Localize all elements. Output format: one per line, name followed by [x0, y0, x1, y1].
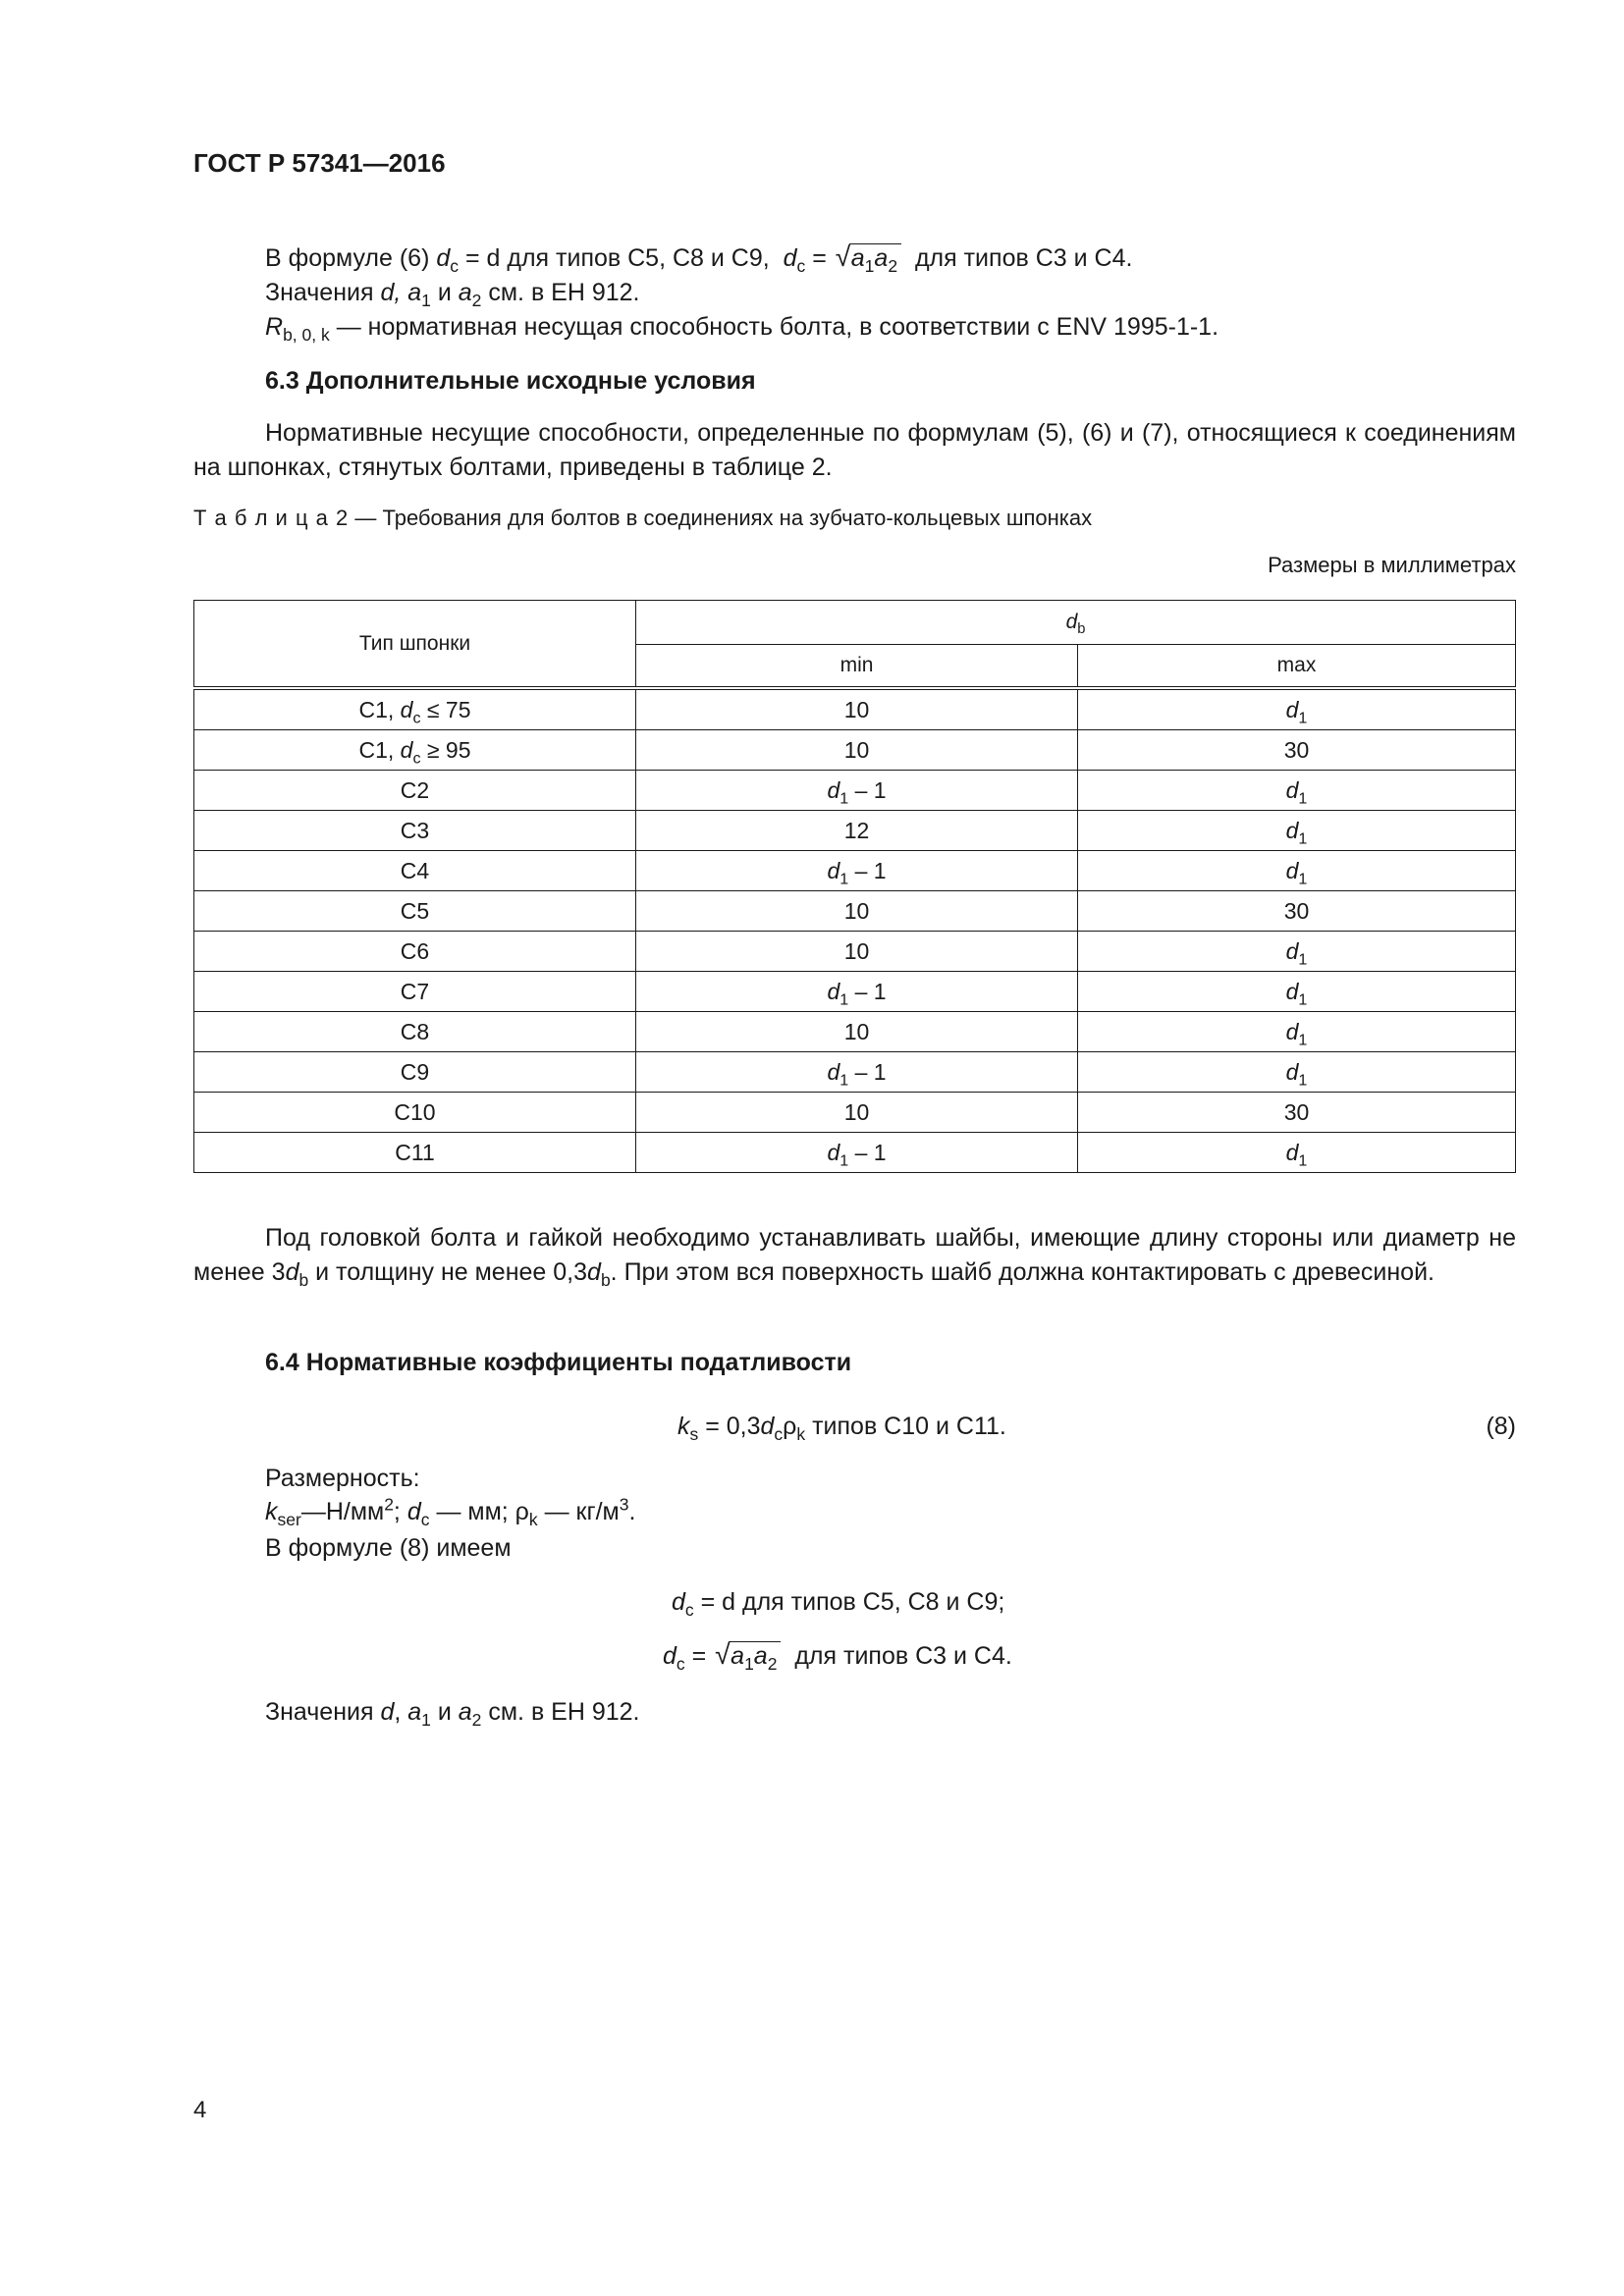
dimension-line: $k_{ser}—Н/мм^2$; $d_c$ — мм; $\rho_k$ — $кг/м^3$. — [265, 1494, 636, 1530]
document-code: ГОСТ Р 57341—2016 — [193, 148, 446, 178]
d1-symbol: d — [1285, 696, 1299, 722]
cell-type — [194, 688, 636, 730]
section-6-3-title: 6.3 Дополнительные исходные условия — [265, 367, 756, 395]
dc-eq2-symbol: d — [663, 1642, 677, 1670]
table-row — [194, 811, 1516, 851]
table-row — [194, 771, 1516, 811]
washers-text-2: и толщину не менее 0,3 — [308, 1258, 588, 1286]
type-d: d — [400, 736, 413, 763]
cell-max — [1078, 851, 1516, 891]
bolt-requirements-table — [193, 600, 1516, 1173]
cell-min — [636, 851, 1078, 891]
dc-dim-sub: c — [420, 1510, 430, 1530]
dc-equation-2: $d_c$ = √ $a_1a_2$ для типов С3 и С4. — [663, 1639, 1012, 1675]
dc-eq1-symbol: d — [672, 1588, 685, 1616]
r-symbol: R — [265, 313, 284, 341]
d1-subscript: 1 — [1298, 1031, 1308, 1049]
washers-paragraph — [193, 1221, 1516, 1290]
cell-type: С11 — [194, 1133, 636, 1173]
type-sub: c — [412, 709, 421, 727]
d1-symbol: d — [827, 1139, 840, 1165]
dc-subscript-2: c — [796, 256, 806, 277]
kser-unit: —Н/мм — [300, 1498, 385, 1525]
values2-d: d — [380, 1698, 395, 1726]
d1-tail: – 1 — [848, 978, 887, 1004]
db-inline-sub-2: b — [600, 1270, 611, 1291]
values2-a2: a — [458, 1698, 472, 1726]
db-inline-2: d — [587, 1258, 601, 1286]
values-line-2: Значения d, $a_1$ и $a_2$ см. в ЕН 912. — [265, 1698, 640, 1731]
d1-subscript: 1 — [1298, 870, 1308, 888]
dc-eq-symbol: d — [760, 1413, 775, 1440]
values-d-a: d, a — [380, 279, 422, 306]
header-min: min — [636, 645, 1078, 689]
header-max: max — [1078, 645, 1516, 689]
a2-eq2: a — [753, 1642, 768, 1670]
cell-type: С5 — [194, 891, 636, 932]
d1-symbol: d — [827, 978, 840, 1004]
dc-symbol: d — [436, 244, 451, 272]
values-sub2: 2 — [471, 291, 482, 311]
type-tail: ≤ 75 — [420, 696, 471, 722]
cell-max — [1078, 972, 1516, 1012]
cell-min: 10 — [636, 932, 1078, 972]
cell-type: С9 — [194, 1052, 636, 1093]
d1-subscript: 1 — [839, 1151, 849, 1170]
a1-eq2-sub: 1 — [744, 1654, 754, 1675]
cell-type: С6 — [194, 932, 636, 972]
d1-tail: – 1 — [848, 776, 887, 803]
d1-subscript: 1 — [1298, 1151, 1308, 1170]
d1-symbol: d — [1285, 1018, 1299, 1044]
d1-subscript: 1 — [839, 990, 849, 1009]
d1-subscript: 1 — [1298, 950, 1308, 969]
cell-min: 10 — [636, 891, 1078, 932]
d1-symbol: d — [1285, 978, 1299, 1004]
values-line — [265, 276, 640, 310]
cell-max — [1078, 1052, 1516, 1093]
db-symbol: d — [1065, 611, 1078, 633]
dc-eq1-sub: c — [684, 1600, 694, 1621]
dc-subscript: c — [450, 256, 460, 277]
cell-max — [1078, 1133, 1516, 1173]
db-subscript: b — [1077, 621, 1086, 638]
cell-type: С3 — [194, 811, 636, 851]
kser-symbol: k — [265, 1498, 278, 1525]
ks-subscript: s — [689, 1424, 699, 1445]
db-inline-sub: b — [298, 1270, 309, 1291]
table-row — [194, 972, 1516, 1012]
values2-a1: a — [407, 1698, 422, 1726]
cube-superscript: 3 — [619, 1494, 629, 1515]
a2-symbol: a — [874, 244, 889, 272]
table-caption-text: — Требования для болтов в соединениях на зубчато-кольцевых шпонках — [354, 506, 1093, 530]
table-header-row — [194, 601, 1516, 645]
equation-8 — [677, 1410, 1006, 1444]
table-caption-label: Т а б л и ц а 2 — [193, 506, 350, 530]
type-base: С1, — [358, 736, 401, 763]
table-row — [194, 891, 1516, 932]
d1-symbol: d — [1285, 937, 1299, 964]
d1-symbol: d — [827, 1058, 840, 1085]
values2-rest: см. в ЕН 912. — [488, 1698, 640, 1726]
cell-max: 30 — [1078, 891, 1516, 932]
dc-equation-1 — [672, 1585, 1004, 1620]
washers-text-1: Под головкой болта и гайкой необходимо устанавливать шайбы, имеющие длину стороны или диаметр не менее 3 — [193, 1224, 1516, 1286]
page-number: 4 — [193, 2097, 207, 2123]
rho-dim-sub: k — [528, 1510, 538, 1530]
sq-superscript: 2 — [384, 1494, 394, 1515]
section-6-3-paragraph: Нормативные несущие способности, определенные по формулам (5), (6) и (7), относящиеся к соединениям на шпонках, стянутых болтами, приведены в таблице 2. — [193, 419, 1516, 481]
values2-label: Значения — [265, 1698, 374, 1726]
d1-symbol: d — [827, 857, 840, 883]
for-types-text: для типов С3 и С4. — [914, 244, 1133, 272]
type-sub: c — [412, 749, 421, 768]
cell-type: С10 — [194, 1093, 636, 1133]
values-sub1: 1 — [421, 291, 431, 311]
d1-subscript: 1 — [1298, 709, 1308, 727]
header-db — [636, 601, 1516, 645]
d1-symbol: d — [1285, 1139, 1299, 1165]
cell-min: 10 — [636, 1093, 1078, 1133]
eq-tail: типов С10 и С11. — [805, 1413, 1006, 1440]
values-rest: см. в ЕН 912. — [488, 279, 640, 306]
d1-subscript: 1 — [1298, 829, 1308, 848]
cell-min — [636, 1052, 1078, 1093]
dc-equals-d: = d для типов С5, С8 и С9, — [464, 244, 770, 272]
values-a2: a — [458, 279, 472, 306]
values-and: и — [437, 279, 452, 306]
cell-max — [1078, 811, 1516, 851]
cell-max — [1078, 1012, 1516, 1052]
d1-tail: – 1 — [848, 1058, 887, 1085]
cell-min: 12 — [636, 811, 1078, 851]
d1-tail: – 1 — [848, 857, 887, 883]
cell-min — [636, 771, 1078, 811]
a1-eq2: a — [731, 1642, 745, 1670]
formula6-line: В формуле (6) $d_c = d$ для типов С5, С8 и С9, $d_c$ = √ $a_1a_2$ для типов С3 и С4. — [265, 241, 1133, 277]
section-6-4-title: 6.4 Нормативные коэффициенты податливости — [265, 1349, 852, 1376]
table-row — [194, 730, 1516, 771]
cell-min: 10 — [636, 1012, 1078, 1052]
d1-subscript: 1 — [839, 870, 849, 888]
r-description: — нормативная несущая способность болта, в соответствии с ENV 1995-1-1. — [336, 313, 1219, 341]
cell-type: С7 — [194, 972, 636, 1012]
d1-symbol: d — [1285, 857, 1299, 883]
washers-text-3: . При этом вся поверхность шайб должна контактировать с древесиной. — [610, 1258, 1435, 1286]
d1-subscript: 1 — [1298, 789, 1308, 808]
a2-sub: 2 — [888, 256, 898, 277]
dc-eq-sub: c — [774, 1424, 784, 1445]
table-row — [194, 1133, 1516, 1173]
formula-prefix: В формуле (6) — [265, 244, 430, 272]
cell-max — [1078, 688, 1516, 730]
type-d: d — [400, 696, 413, 722]
rho-subscript: k — [796, 1424, 806, 1445]
a1-symbol: a — [850, 244, 865, 272]
type-base: С1, — [358, 696, 401, 722]
table-row — [194, 1012, 1516, 1052]
dc-symbol-2: d — [783, 244, 797, 272]
values2-a2-sub: 2 — [471, 1710, 482, 1731]
table-row — [194, 851, 1516, 891]
table-units: Размеры в миллиметрах — [1268, 553, 1516, 577]
d1-symbol: d — [1285, 776, 1299, 803]
a1-sub: 1 — [864, 256, 875, 277]
d1-subscript: 1 — [839, 789, 849, 808]
cell-min: 10 — [636, 688, 1078, 730]
type-tail: ≥ 95 — [420, 736, 471, 763]
cell-min — [636, 972, 1078, 1012]
eq-mid: = 0,3 — [698, 1413, 761, 1440]
d1-subscript: 1 — [1298, 990, 1308, 1009]
d1-symbol: d — [1285, 817, 1299, 843]
cell-max: 30 — [1078, 730, 1516, 771]
table-row — [194, 1052, 1516, 1093]
d1-tail: – 1 — [848, 1139, 887, 1165]
cell-max: 30 — [1078, 1093, 1516, 1133]
cell-type: С4 — [194, 851, 636, 891]
cell-type — [194, 730, 636, 771]
cell-min — [636, 1133, 1078, 1173]
d1-symbol: d — [1285, 1058, 1299, 1085]
cell-max — [1078, 932, 1516, 972]
values2-a1-sub: 1 — [421, 1710, 431, 1731]
equation-8-number: (8) — [1486, 1413, 1516, 1440]
d1-subscript: 1 — [839, 1071, 849, 1090]
cell-min: 10 — [636, 730, 1078, 771]
a2-eq2-sub: 2 — [767, 1654, 778, 1675]
dc-eq2-sub: c — [676, 1654, 685, 1675]
cell-max — [1078, 771, 1516, 811]
sqrt-a1a2-2: √ $a_1a_2$ — [715, 1639, 781, 1674]
r-subscript: b, 0, k — [283, 325, 330, 346]
d1-subscript: 1 — [1298, 1071, 1308, 1090]
sqrt-a1a2: √ $a_1a_2$ — [836, 241, 901, 276]
cell-type: С2 — [194, 771, 636, 811]
cell-type: С8 — [194, 1012, 636, 1052]
rho-symbol: ρ — [783, 1413, 797, 1440]
table-row — [194, 688, 1516, 730]
dimension-title: Размерность: — [265, 1465, 420, 1492]
eq1-tail: = d для типов С5, С8 и С9; — [700, 1588, 1005, 1616]
values-label: Значения — [265, 279, 374, 306]
header-type: Тип шпонки — [194, 601, 636, 689]
db-inline: d — [285, 1258, 299, 1286]
d1-symbol: d — [827, 776, 840, 803]
r-definition-line — [265, 310, 1218, 345]
dc-dim-symbol: d — [406, 1498, 421, 1525]
eq2-tail: для типов С3 и С4. — [794, 1642, 1012, 1670]
in-formula-text: В формуле (8) имеем — [265, 1534, 512, 1562]
dc-unit: — мм; ρ — [436, 1498, 529, 1525]
table-row — [194, 1093, 1516, 1133]
table-row — [194, 932, 1516, 972]
rho-unit: — кг/м — [544, 1498, 620, 1525]
kser-subscript: ser — [277, 1510, 301, 1530]
ks-symbol: k — [677, 1413, 690, 1440]
table-caption — [193, 506, 1092, 531]
